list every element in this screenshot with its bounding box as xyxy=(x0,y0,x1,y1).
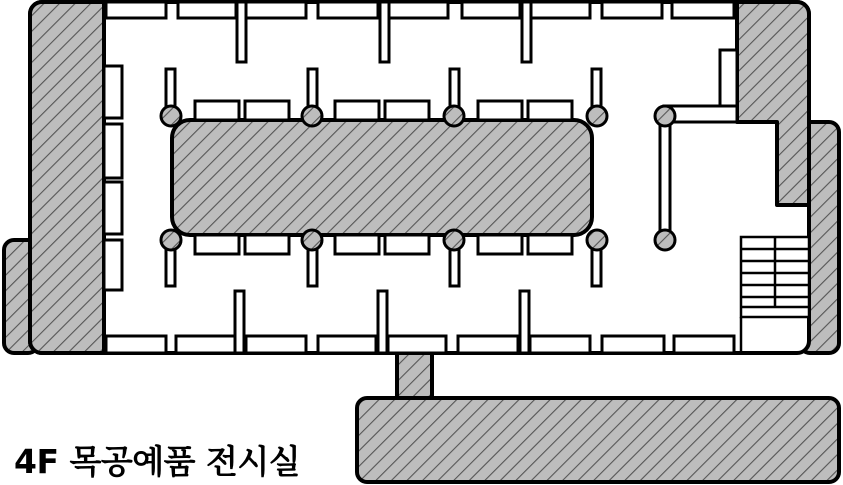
lower-building xyxy=(357,398,839,482)
island-bottom-cases xyxy=(195,235,572,254)
floor-title: 4F 목공예품 전시실 xyxy=(14,442,301,481)
top-display-cases xyxy=(106,2,734,18)
bottom-display-cases xyxy=(106,336,734,353)
island-top-cases xyxy=(195,101,572,120)
connecting-corridor xyxy=(397,353,432,400)
central-island xyxy=(172,120,592,235)
left-display-cases xyxy=(104,66,122,290)
left-wall xyxy=(30,2,104,353)
